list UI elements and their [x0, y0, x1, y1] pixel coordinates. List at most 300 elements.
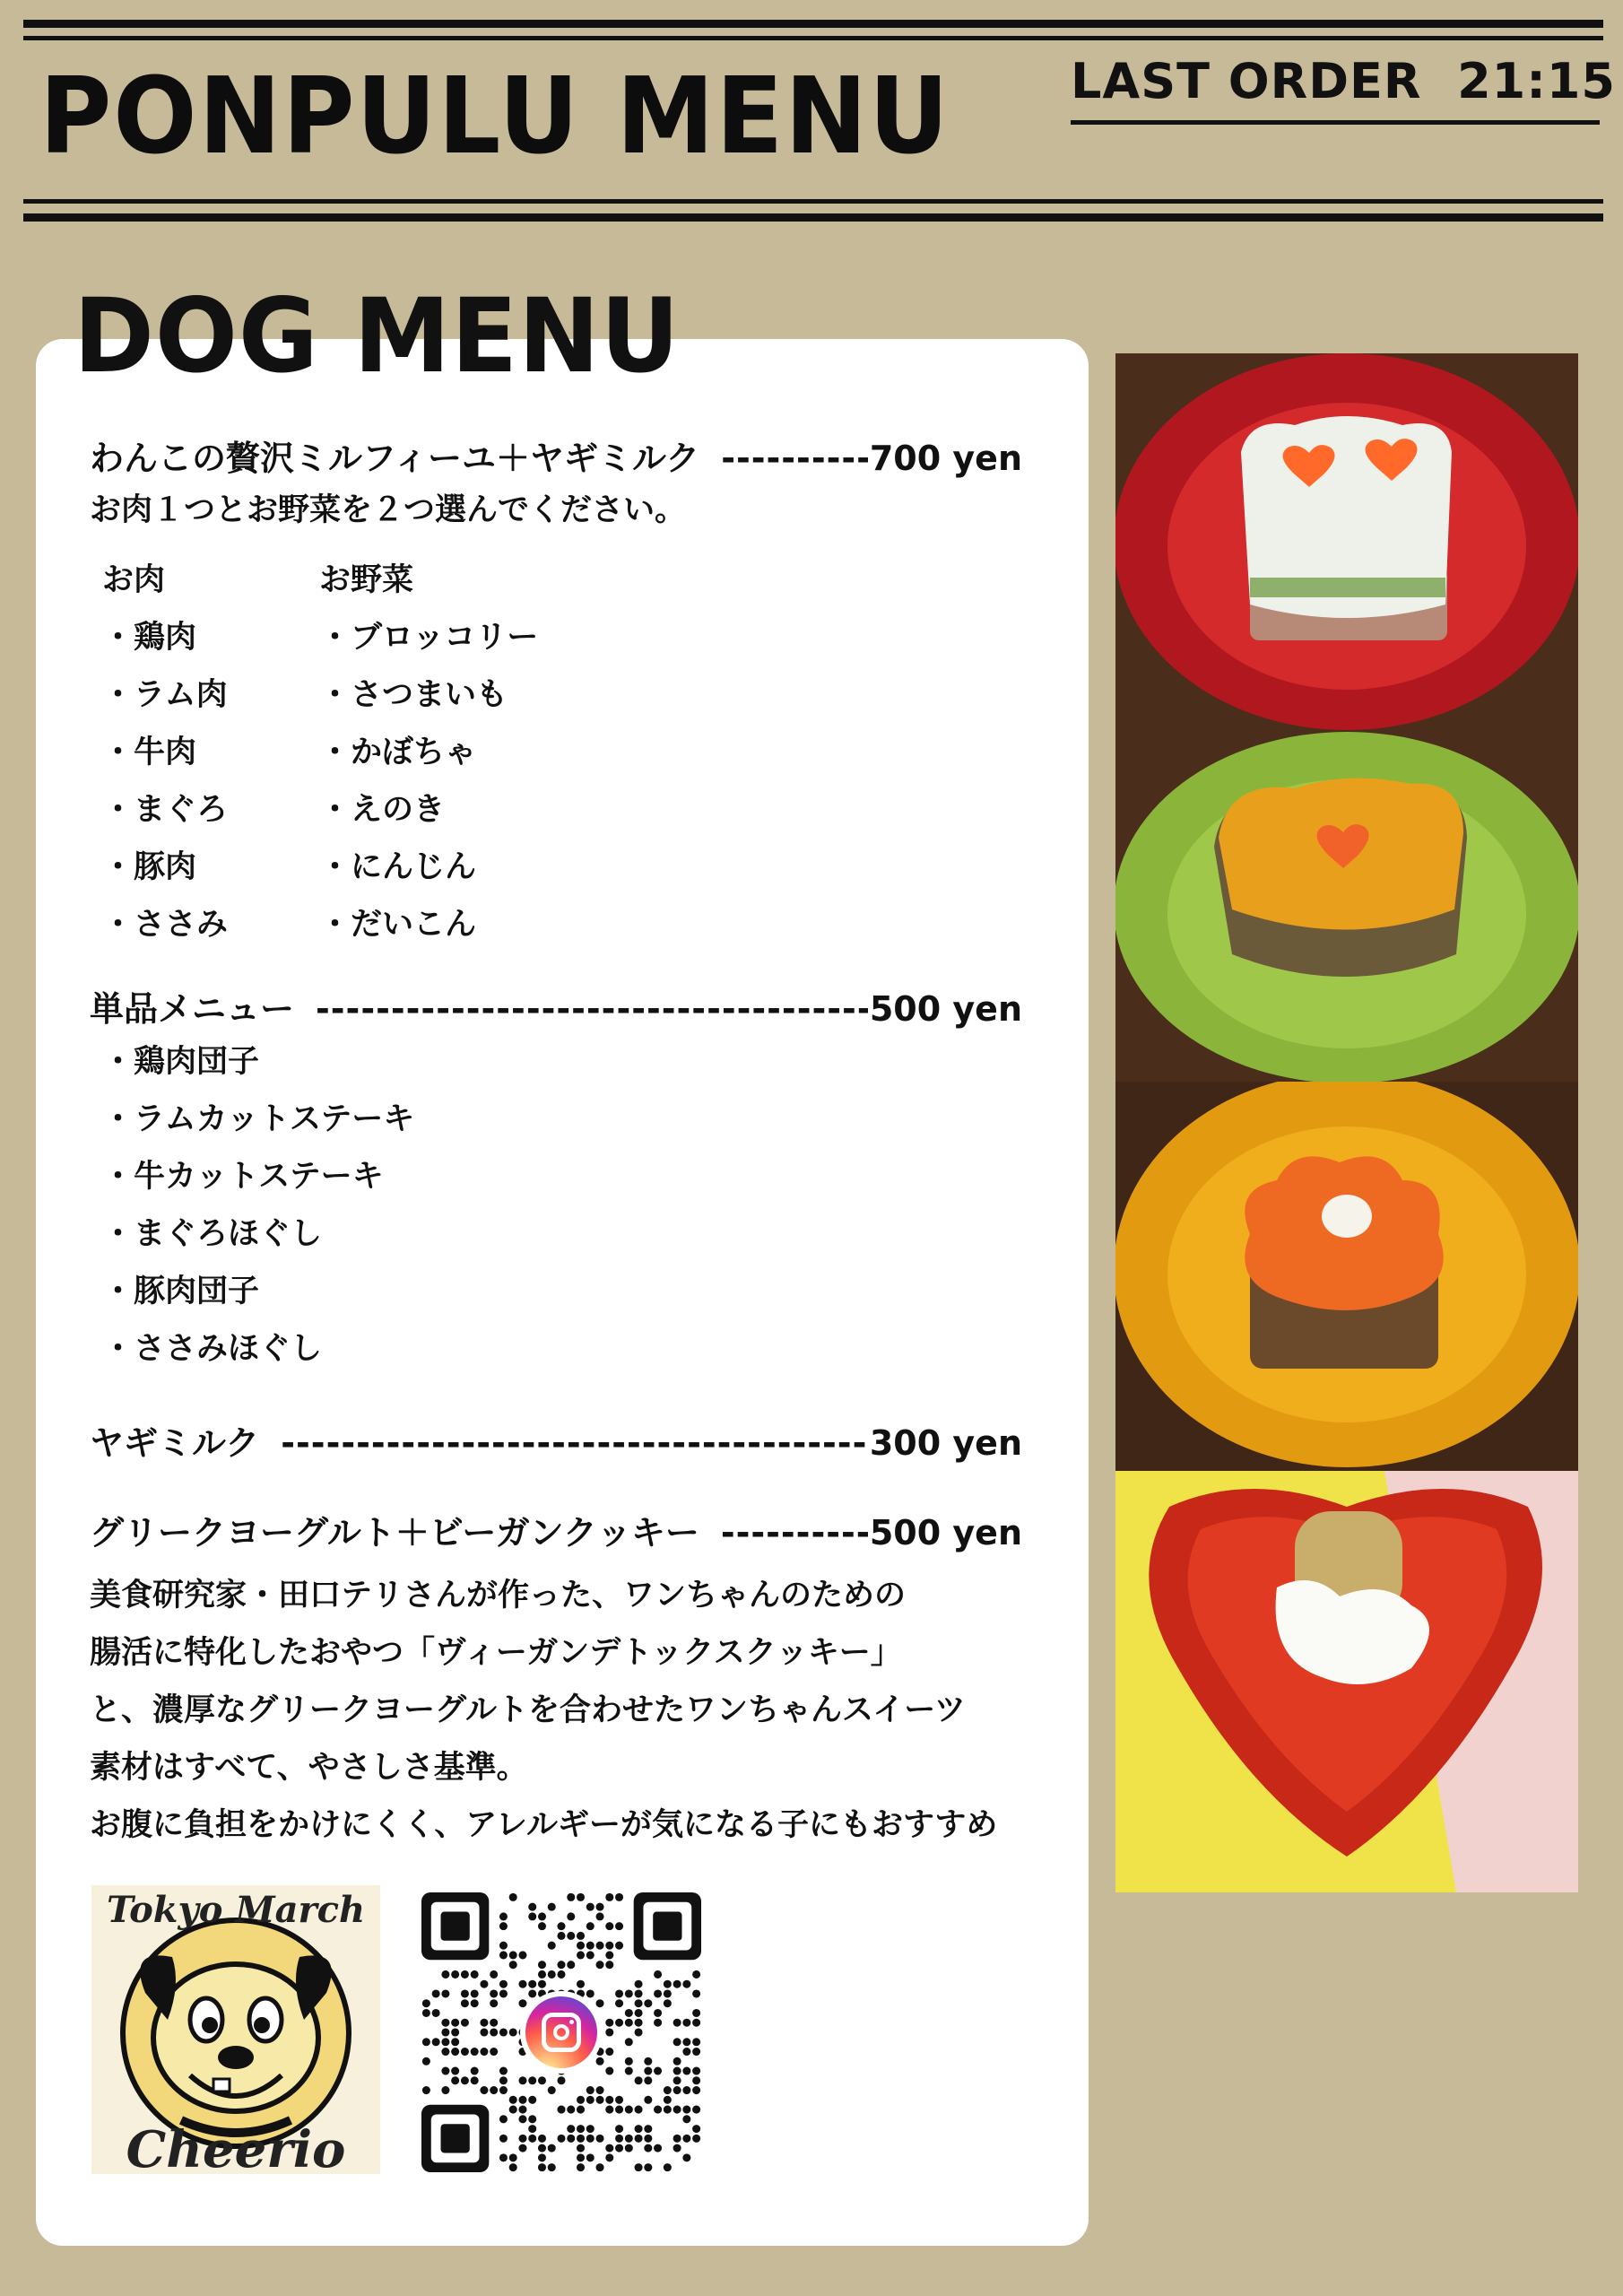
qr-module	[471, 2048, 479, 2056]
qr-module	[586, 1942, 595, 1950]
qr-module	[673, 2019, 681, 2027]
qr-module	[692, 2125, 700, 2133]
list-item: ・ラムカットステーキ	[102, 1101, 415, 1137]
qr-module	[557, 2076, 565, 2084]
qr-module	[586, 2135, 595, 2143]
qr-module	[567, 2135, 575, 2143]
qr-module	[557, 1932, 565, 1940]
qr-module	[451, 2076, 459, 2084]
qr-module	[586, 2153, 595, 2161]
qr-module	[682, 2086, 690, 2094]
header-rule-top-2	[23, 36, 1603, 40]
qr-finder-pattern	[441, 2124, 470, 2152]
qr-module	[605, 1942, 613, 1950]
header-rule-top-1	[23, 20, 1603, 28]
qr-module	[577, 2163, 585, 2171]
yogurt-row	[90, 1505, 1022, 1554]
list-item: ・豚肉団子	[102, 1274, 260, 1309]
qr-module	[625, 2106, 633, 2114]
qr-module	[557, 2106, 565, 2114]
qr-module	[577, 1942, 585, 1950]
qr-module	[490, 1989, 498, 1997]
qr-module	[557, 1922, 565, 1930]
qr-module	[682, 2067, 690, 2075]
qr-module	[692, 2048, 700, 2056]
qr-module	[615, 2019, 623, 2027]
qr-module	[499, 1989, 508, 1997]
single-items-name: 単品メニュー	[90, 989, 295, 1029]
qr-module	[480, 2086, 488, 2094]
header-rule-bottom-2	[23, 213, 1603, 222]
qr-module	[538, 1912, 546, 1920]
qr-module	[682, 2153, 690, 2161]
vegetable-list	[319, 552, 538, 953]
meat-header: お肉	[102, 562, 166, 598]
qr-module	[567, 2106, 575, 2114]
qr-module	[654, 2009, 662, 2017]
qr-module	[499, 2028, 508, 2036]
qr-code-icon[interactable]	[421, 1892, 701, 2172]
qr-module	[528, 1912, 536, 1920]
qr-module	[635, 2125, 643, 2133]
qr-module	[509, 2163, 517, 2171]
qr-module	[441, 2028, 449, 2036]
qr-module	[538, 2163, 546, 2171]
qr-module	[596, 2135, 604, 2143]
instagram-icon	[520, 1991, 603, 2074]
qr-module	[605, 1893, 613, 1901]
qr-module	[635, 2009, 643, 2017]
millefeuille-row	[90, 430, 1022, 480]
millefeuille-price: 700 yen	[869, 439, 1022, 478]
qr-module	[644, 2125, 652, 2133]
yogurt-description-line: と、濃厚なグリークヨーグルトを合わせたワンちゃんスイーツ	[90, 1692, 966, 1728]
qr-module	[596, 2057, 604, 2066]
single-items-price: 500 yen	[869, 989, 1022, 1029]
millefeuille-instruction: お肉１つとお野菜を２つ選んでください。	[90, 492, 687, 528]
qr-module	[664, 2086, 672, 2094]
qr-module	[538, 2153, 546, 2161]
qr-module	[664, 2106, 672, 2114]
qr-module	[605, 2153, 613, 2161]
qr-module	[577, 1980, 585, 1988]
qr-module	[692, 2106, 700, 2114]
qr-module	[441, 2019, 449, 2027]
qr-module	[654, 2019, 662, 2027]
qr-module	[451, 2028, 459, 2036]
yogurt-price: 500 yen	[869, 1513, 1022, 1552]
qr-module	[538, 2076, 546, 2084]
qr-module	[422, 2038, 430, 2046]
qr-module	[518, 2106, 526, 2114]
qr-module	[625, 2067, 633, 2075]
qr-module	[615, 2096, 623, 2104]
qr-module	[441, 1989, 449, 1997]
qr-module	[548, 1903, 556, 1911]
header-rule-bottom-1	[23, 199, 1603, 204]
qr-module	[635, 2163, 643, 2171]
qr-module	[528, 1903, 536, 1911]
list-item: ・まぐろほぐし	[102, 1216, 323, 1252]
qr-module	[605, 1961, 613, 1969]
qr-module	[528, 1989, 536, 1997]
qr-module	[499, 2076, 508, 2084]
qr-module	[480, 2048, 488, 2056]
qr-module	[499, 1951, 508, 1959]
qr-module	[577, 2144, 585, 2152]
qr-module	[461, 1970, 469, 1979]
list-item: ・豚肉	[102, 849, 197, 885]
qr-module	[644, 2163, 652, 2171]
qr-module	[499, 1980, 508, 1988]
qr-module	[673, 2057, 681, 2066]
qr-module	[673, 2067, 681, 2075]
qr-module	[654, 2106, 662, 2114]
qr-module	[644, 2135, 652, 2143]
qr-module	[471, 1970, 479, 1979]
qr-module	[538, 1922, 546, 1930]
qr-module	[499, 2086, 508, 2094]
millefeuille-name: わんこの贅沢ミルフィーユ＋ヤギミルク	[90, 439, 700, 478]
qr-module	[577, 2135, 585, 2143]
qr-module	[692, 2086, 700, 2094]
qr-module	[635, 2106, 643, 2114]
qr-module	[692, 2038, 700, 2046]
dotted-leader	[721, 1513, 868, 1552]
qr-module	[490, 1999, 498, 2007]
qr-module	[664, 1980, 672, 1988]
qr-module	[605, 2067, 613, 2075]
qr-module	[567, 1893, 575, 1901]
goat-milk-row	[90, 1415, 1022, 1465]
qr-module	[432, 1989, 440, 1997]
qr-module	[490, 2028, 498, 2036]
qr-module	[586, 1989, 595, 1997]
qr-module	[596, 1912, 604, 1920]
qr-module	[432, 2009, 440, 2017]
qr-module	[615, 1893, 623, 1901]
qr-module	[538, 1961, 546, 1969]
list-item: ・だいこん	[319, 907, 477, 943]
qr-module	[471, 1999, 479, 2007]
qr-module	[605, 2028, 613, 2036]
qr-module	[586, 1903, 595, 1911]
qr-module	[692, 2019, 700, 2027]
qr-module	[615, 1942, 623, 1950]
qr-module	[577, 1932, 585, 1940]
qr-module	[644, 2096, 652, 2104]
qr-module	[605, 2019, 613, 2027]
qr-module	[615, 2144, 623, 2152]
qr-module	[422, 2086, 430, 2094]
tokyo-march-logo	[91, 1885, 380, 2174]
single-items-row	[90, 981, 1022, 1031]
qr-module	[625, 2144, 633, 2152]
qr-module	[499, 2135, 508, 2143]
qr-module	[682, 2106, 690, 2114]
qr-module	[557, 1961, 565, 1969]
qr-module	[654, 1970, 662, 1979]
qr-module	[538, 1980, 546, 1988]
qr-module	[625, 2135, 633, 2143]
qr-module	[509, 1951, 517, 1959]
qr-module	[605, 2144, 613, 2152]
qr-module	[577, 2153, 585, 2161]
qr-module	[567, 2125, 575, 2133]
qr-module	[499, 1922, 508, 1930]
qr-module	[615, 2106, 623, 2114]
qr-module	[518, 2135, 526, 2143]
qr-module	[596, 1961, 604, 1969]
photo-millefeuille-orange-plate	[1115, 1082, 1578, 1471]
qr-module	[682, 2115, 690, 2123]
yogurt-description-line: お腹に負担をかけにくく、アレルギーが気になる子にもおすすめ	[90, 1807, 998, 1843]
qr-module	[577, 2125, 585, 2133]
qr-module	[480, 1980, 488, 1988]
qr-module	[422, 2057, 430, 2066]
qr-module	[586, 2086, 595, 2094]
qr-module	[518, 2076, 526, 2084]
list-item: ・ささみ	[102, 907, 229, 943]
dotted-leader	[316, 989, 868, 1029]
qr-module	[461, 1999, 469, 2007]
qr-module	[605, 2048, 613, 2056]
qr-module	[673, 2106, 681, 2114]
yogurt-description-line: 腸活に特化したおやつ「ヴィーガンデトックスクッキー」	[90, 1635, 902, 1671]
qr-module	[441, 2086, 449, 2094]
qr-module	[596, 1942, 604, 1950]
qr-module	[635, 2135, 643, 2143]
qr-module	[673, 1980, 681, 1988]
qr-module	[490, 2019, 498, 2027]
qr-module	[682, 2019, 690, 2027]
qr-module	[490, 1970, 498, 1979]
last-order-time: LAST ORDER 21:15	[1071, 53, 1616, 109]
qr-module	[490, 2048, 498, 2056]
qr-module	[673, 2076, 681, 2084]
qr-module	[499, 1942, 508, 1950]
list-item: ・えのき	[319, 792, 446, 828]
qr-module	[441, 1970, 449, 1979]
qr-module	[682, 1980, 690, 1988]
qr-module	[605, 2106, 613, 2114]
qr-module	[422, 2009, 430, 2017]
list-item: ・かぼちゃ	[319, 735, 477, 770]
qr-module	[548, 2144, 556, 2152]
qr-module	[461, 1989, 469, 1997]
yogurt-name: グリークヨーグルト＋ビーガンクッキー	[90, 1513, 699, 1552]
qr-module	[664, 2096, 672, 2104]
list-item: ・牛カットステーキ	[102, 1159, 384, 1195]
qr-module	[596, 1999, 604, 2007]
qr-module	[518, 1951, 526, 1959]
qr-module	[538, 1970, 546, 1979]
qr-module	[692, 1989, 700, 1997]
yogurt-description-line: 素材はすべて、やさしさ基準。	[90, 1750, 528, 1786]
qr-module	[673, 2086, 681, 2094]
qr-module	[528, 2135, 536, 2143]
qr-module	[692, 2135, 700, 2143]
qr-module	[480, 2019, 488, 2027]
qr-module	[615, 1922, 623, 1930]
qr-module	[605, 1922, 613, 1930]
qr-module	[518, 2115, 526, 2123]
list-item: ・ラム肉	[102, 677, 228, 713]
qr-module	[528, 2125, 536, 2133]
qr-module	[548, 1970, 556, 1979]
qr-module	[692, 2067, 700, 2075]
logo-top-text: Tokyo March	[106, 1889, 366, 1931]
qr-module	[490, 2086, 498, 2094]
logo-bottom-text: Cheerio	[126, 2120, 346, 2174]
qr-module	[635, 2076, 643, 2084]
qr-module	[499, 2153, 508, 2161]
qr-module	[605, 2096, 613, 2104]
qr-module	[548, 2086, 556, 2094]
qr-module	[518, 2096, 526, 2104]
qr-module	[596, 2163, 604, 2171]
qr-module	[644, 1999, 652, 2007]
qr-module	[441, 2038, 449, 2046]
qr-module	[644, 2057, 652, 2066]
dotted-leader	[281, 1423, 868, 1463]
section-title: DOG MENU	[74, 276, 681, 396]
qr-module	[654, 2067, 662, 2075]
qr-module	[499, 1912, 508, 1920]
qr-module	[451, 2038, 459, 2046]
qr-module	[557, 2135, 565, 2143]
qr-module	[499, 2115, 508, 2123]
photo-millefeuille-red-plate	[1115, 353, 1578, 730]
qr-module	[635, 1999, 643, 2007]
qr-module	[422, 1999, 430, 2007]
qr-module	[451, 2067, 459, 2075]
goat-milk-price: 300 yen	[869, 1423, 1022, 1463]
list-item: ・さつまいも	[319, 677, 508, 713]
qr-module	[451, 1970, 459, 1979]
qr-module	[682, 2048, 690, 2056]
qr-module	[509, 2028, 517, 2036]
qr-module	[615, 1989, 623, 1997]
qr-module	[471, 2067, 479, 2075]
qr-module	[577, 1951, 585, 1959]
qr-module	[451, 2019, 459, 2027]
list-item: ・ささみほぐし	[102, 1331, 323, 1367]
qr-module	[499, 2067, 508, 2075]
photo-yogurt-cookie	[1115, 1471, 1578, 1892]
list-item: ・鶏肉団子	[102, 1044, 260, 1080]
qr-module	[432, 2038, 440, 2046]
qr-module	[644, 2144, 652, 2152]
qr-module	[673, 2144, 681, 2152]
vegetable-header: お野菜	[319, 562, 414, 598]
page-title: PONPULU MENU	[39, 54, 950, 178]
qr-module	[548, 2163, 556, 2171]
qr-module	[509, 2106, 517, 2114]
qr-module	[528, 2115, 536, 2123]
qr-module	[509, 1893, 517, 1901]
qr-module	[586, 1951, 595, 1959]
qr-finder-pattern	[653, 1912, 681, 1941]
qr-module	[635, 1989, 643, 1997]
qr-module	[557, 1970, 565, 1979]
qr-module	[567, 1912, 575, 1920]
photo-millefeuille-green-plate	[1115, 730, 1578, 1082]
qr-module	[509, 2153, 517, 2161]
qr-module	[586, 2096, 595, 2104]
qr-module	[461, 2019, 469, 2027]
qr-module	[664, 1989, 672, 1997]
qr-module	[644, 2076, 652, 2084]
list-item: ・牛肉	[102, 735, 197, 770]
qr-module	[692, 1970, 700, 1979]
qr-module	[615, 2135, 623, 2143]
qr-module	[567, 1932, 575, 1940]
qr-module	[625, 2057, 633, 2066]
qr-module	[596, 2086, 604, 2094]
qr-module	[461, 2076, 469, 2084]
qr-module	[577, 1893, 585, 1901]
yogurt-description-line: 美食研究家・田口テリさんが作った、ワンちゃんのための	[90, 1578, 907, 1613]
qr-module	[673, 2038, 681, 2046]
qr-module	[615, 1999, 623, 2007]
qr-module	[471, 2076, 479, 2084]
qr-module	[509, 1961, 517, 1969]
meat-list	[102, 552, 228, 953]
qr-module	[538, 2144, 546, 2152]
qr-module	[664, 2163, 672, 2171]
qr-module	[635, 2028, 643, 2036]
qr-module	[518, 1980, 526, 1988]
single-item-list	[102, 1033, 414, 1378]
qr-module	[577, 2106, 585, 2114]
qr-module	[625, 1989, 633, 1997]
qr-module	[664, 1999, 672, 2007]
last-order-underline	[1071, 120, 1600, 125]
qr-module	[625, 2038, 633, 2046]
qr-module	[528, 2096, 536, 2104]
list-item: ・にんじん	[319, 849, 477, 885]
list-item: ・まぐろ	[102, 792, 229, 828]
qr-module	[615, 2125, 623, 2133]
qr-module	[461, 2048, 469, 2056]
qr-module	[692, 2076, 700, 2084]
qr-module	[471, 1989, 479, 1997]
qr-module	[682, 2135, 690, 2143]
list-item: ・ブロッコリー	[319, 620, 539, 656]
qr-module	[692, 2009, 700, 2017]
list-item: ・鶏肉	[102, 620, 197, 656]
qr-module	[654, 1989, 662, 1997]
qr-module	[635, 2019, 643, 2027]
qr-module	[451, 2048, 459, 2056]
qr-module	[596, 2096, 604, 2104]
goat-milk-name: ヤギミルク	[90, 1423, 260, 1463]
qr-module	[586, 2125, 595, 2133]
qr-module	[673, 2135, 681, 2143]
qr-module	[682, 2038, 690, 2046]
qr-module	[518, 2144, 526, 2152]
qr-module	[528, 2076, 536, 2084]
qr-module	[480, 2028, 488, 2036]
qr-module	[509, 2096, 517, 2104]
qr-module	[625, 2019, 633, 2027]
qr-module	[586, 1922, 595, 1930]
dotted-leader	[721, 439, 868, 478]
qr-module	[567, 1961, 575, 1969]
qr-module	[577, 2096, 585, 2104]
qr-module	[528, 1980, 536, 1988]
